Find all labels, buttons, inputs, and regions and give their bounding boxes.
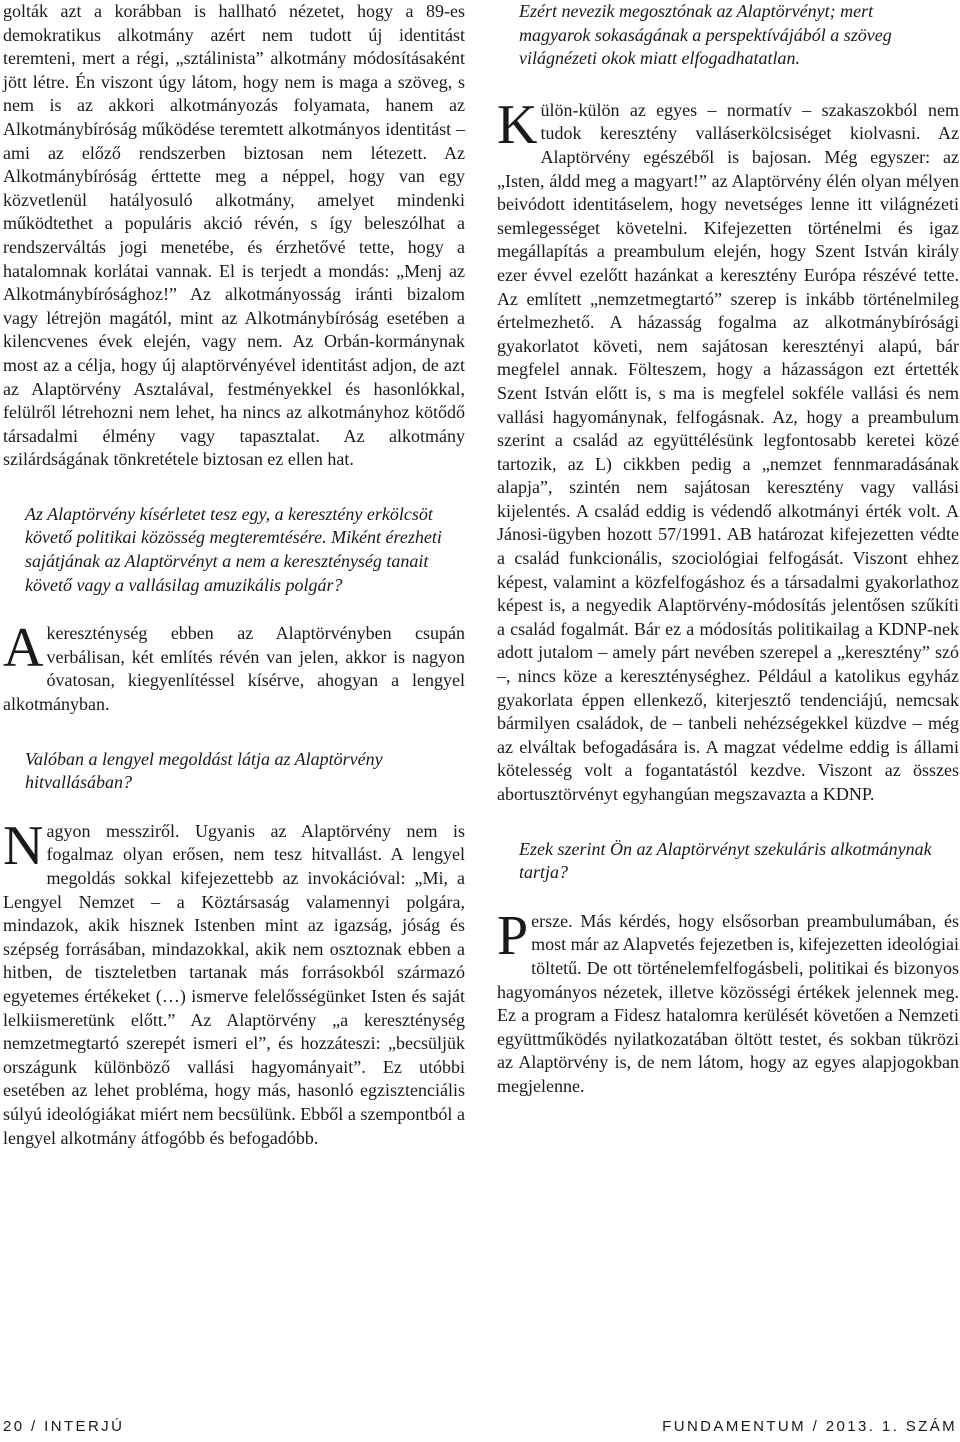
- drop-cap: P: [497, 904, 529, 967]
- answer-paragraph: [497, 904, 959, 1099]
- interview-question: Valóban a lengyel megoldást látja az Alaptörvény hitvallásában?: [25, 748, 383, 793]
- drop-cap: K: [497, 93, 538, 156]
- answer-text: agyon messziről. Ugyanis az Alaptörvény nem is fogalmaz olyan erősen, nem tesz hitvallást. A lengyel megoldás sokkal kifejezettebb az invokációval: „Mi, a Lengyel Nemzet – a Köztársaság valamennyi polgára, mindazok, akik hisznek Istenben mint az igazság, jóság és szépség forrásában, mindazokkal, akik nem osztoznak ebben a hitben, de tiszteletben tartanak más forrásokból származó egyetemes értékeket (…) ismerve felelősségünket Isten és saját lelkiismeretünk előtt.” Az Alaptörvény „a kereszténység nemzetmegtartó szerepét ismeri el”, és hozzáteszi: „becsüljük országunk különböző vallási hagyományait”. Ez utóbbi esetében az lehet probléma, hogy más, hasonló egzisztenciális súlyú ideológiákat miért nem becsülünk. Ebből a szempontból a lengyel alkotmány átfogóbb és befogadóbb.: [3, 820, 465, 1148]
- answer-text: ersze. Más kérdés, hogy elsősorban preambulumában, és most már az Alapvetés fejezetben is, kifejezetten ideológiai töltetű. De ott történelemfelfogásbeli, politikai és bizonyos hagyományos nézetek, illetve közösségi értékek jelennek meg. Ez a program a Fidesz hatalomra kerülését követően a Nemzeti együttműködés nyilatkozatában öltött testet, és sokban tükrözi az Alaptörvény is, de nem látom, hogy az egyes alapjogokban megjelenne.: [497, 910, 959, 1096]
- right-column: [497, 0, 959, 1099]
- answer-paragraph: [497, 93, 959, 807]
- drop-cap: A: [3, 617, 44, 680]
- left-column: [3, 0, 465, 1150]
- footer-journal-label: FUNDAMENTUM / 2013. 1. SZÁM: [662, 1418, 957, 1435]
- interview-question: Az Alaptörvény kísérletet tesz egy, a keresztény erkölcsöt követő politikai közösség megteremtésére. Miként érezheti sajátjának az Alaptörvényt a nem a kereszténység tanait követő vagy a vallásilag amuzikális polgár?: [25, 503, 442, 595]
- footer-page-label: 20 / INTERJÚ: [3, 1418, 125, 1435]
- answer-paragraph: [3, 617, 465, 716]
- answer-text: ülön-külön az egyes – normatív – szakaszokból nem tudok keresztény valláserkölcsiséget kiolvasni. Az Alaptörvény egészéből is bajosan. Még egyszer: az „Isten, áldd meg a magyart!” az Alaptörvény élén olyan mélyen beivódott identitáselem, hogy nevetséges lenne itt világnézeti semlegességet követelni. Kifejezetten történelmi és igaz megállapítás a preambulum elején, hogy Szent István király ezer évvel ezelőtt hazánkat a keresztény Európa részévé tette. Az említett „nemzetmegtartó” szerep is inkább történelmileg értelmezhető. A házasság fogalma az alkotmánybírósági gyakorlatot követi, nem sajátosan keresztényi alapú, bár megfelel annak. Fölteszem, hogy a házasságon ezt értették Szent István előtt is, s ma is megfelel sokféle vallási és nem vallási hagyománynak, felfogásnak. Az, hogy a preambulum szerint a család az együttélésünk legfontosabb keretei közé tartozik, az L) cikkben pedig a „nemzet fennmaradásának alapja”, szintén nem sajátosan keresztény vagy vallási kijelentés. A család eddig is védendő alkotmányi érték volt. A Jánosi-ügyben hozott 57/1991. AB határozat kifejezetten védte a család funkcionális, szociológiai felfogását. Viszont ehhez képest, valamint a közfelfogáshoz és a társadalmi gyakorlathoz képest is, a negyedik Alaptörvény-módosítás jelentősen szűkíti a család fogalmát. Bár ez a módosítás politikailag a KDNP-nek adott jutalom – amely párt nevében szerepel a „keresztény” szó –, nincs köze a kereszténységhez. Például a katolikus egyház gyakorlata éppen ellenkező, kiterjesztő tendenciájú, nemcsak bármilyen családok, de – tanbeli nehézségekkel küzdve – még az elváltak befogadására is. A magzat védelme eddig is állami kötelesség volt a fogantatástól kezdve. Viszont az összes abortusztörvényt egyhangúan megszavazta a KDNP.: [497, 99, 959, 804]
- drop-cap: N: [3, 814, 44, 877]
- interview-question: Ezek szerint Ön az Alaptörvényt szekuláris alkotmánynak tartja?: [519, 838, 932, 883]
- answer-text: kereszténység ebben az Alaptörvényben csupán verbálisan, két említés révén van jelen, akkor is nagyon óvatosan, kiegyenlítéssel kísérve, ahogyan a lengyel alkotmányban.: [3, 623, 465, 715]
- interview-question: Ezért nevezik megosztónak az Alaptörvényt; mert magyarok sokaságának a perspektívájából a szöveg világnézeti okok miatt elfogadhatatlan.: [519, 1, 892, 69]
- answer-paragraph: [3, 814, 465, 1150]
- body-paragraph: golták azt a korábban is hallható nézetet, hogy a 89-es demokratikus alkotmány azért nem tudott új identitást teremteni, mert a régi, „sztálinista” alkotmány módosításaként jött létre. Én viszont úgy látom, hogy nem is maga a szöveg, s nem is az akkori alkotmányozás folyamata, hanem az Alkotmánybíróság működése teremtett alkotmányos identitást – ami az előző rendszerben biztosan nem létezett. Az Alkotmánybíróság érttette meg a néppel, hogy van egy közvetlenül hatályosuló alkotmány, amelyet mindenki működtethet a populáris akció révén, s így beleszólhat a rendszerváltás jogi menetébe, és érzhetővé tette, hogy a hatalomnak korlátai vannak. El is terjedt a mondás: „Menj az Alkotmánybírósághoz!” Az alkotmányosság iránti bizalom vagy létrejön magától, mint az Alkotmánybíróság esetében a kilencvenes évek elején, vagy nem. Az Orbán-kormánynak most az a célja, hogy új alaptörvényével identitást adjon, de azt az Alaptörvény Asztalával, festményekkel és hasonlókkal, felülről létrehozni nem lehet, ha nincs az alkotmányhoz kötődő társadalmi élmény vagy tapasztalat. Az alkotmány szilárdságának tönkretétele biztosan ez ellen hat.: [3, 1, 465, 470]
